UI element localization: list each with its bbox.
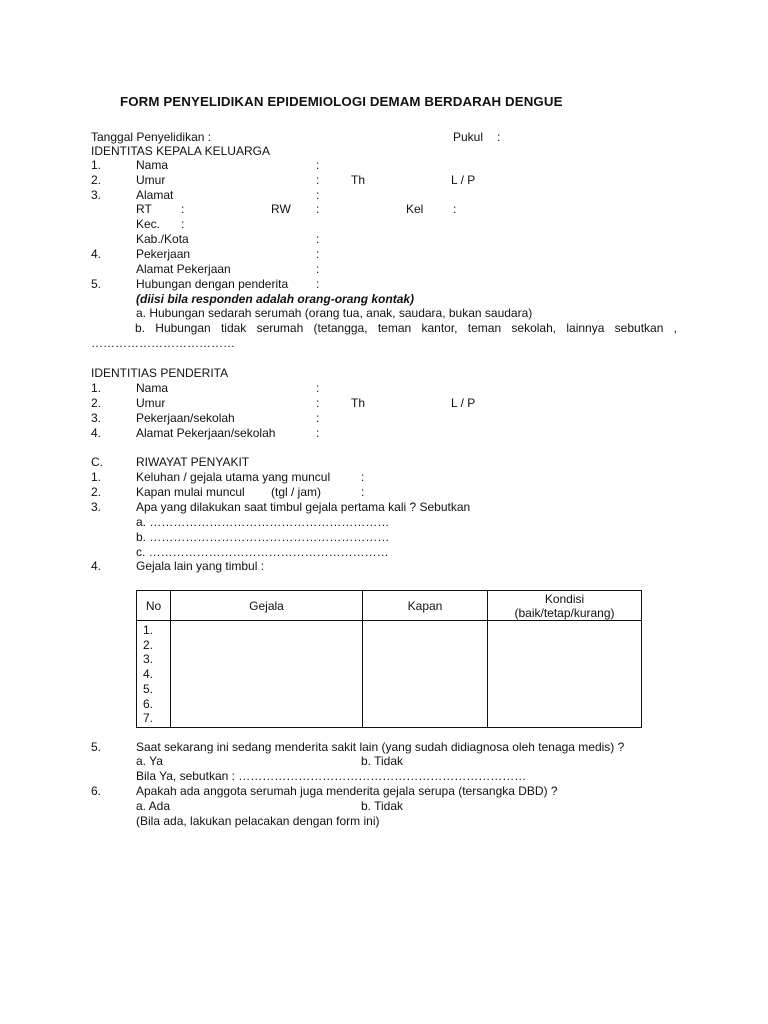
kk-option-a: a. Hubungan sedarah serumah (orang tua, anak, saudara, bukan saudara) <box>136 306 533 320</box>
kk-umur-th: Th <box>351 173 366 187</box>
kk-rt-label: RT <box>136 202 152 216</box>
col-header-kondisi <box>488 591 642 621</box>
kk-kabkota-label: Kab./Kota <box>136 232 189 246</box>
table-body-row <box>137 621 642 728</box>
q6-text: Apakah ada anggota serumah juga menderita gejala serupa (tersangka DBD) ? <box>136 784 558 798</box>
kk-alamat-label: Alamat <box>136 188 174 202</box>
kapan-cell[interactable] <box>363 621 488 728</box>
kk-hubungan-label: Hubungan dengan penderita <box>136 277 289 291</box>
p-nama-colon: : <box>316 381 320 395</box>
kk-option-b: b. Hubungan tidak serumah (tetangga, teman kantor, teman sekolah, lainnya sebutkan , <box>135 321 677 335</box>
row-number: 2. <box>143 637 154 652</box>
q6-option-ada: a. Ada <box>136 799 171 813</box>
q5-option-tidak: b. Tidak <box>361 754 404 768</box>
penderita-heading: IDENTITIAS PENDERITA <box>91 366 229 380</box>
kondisi-header-line1: Kondisi <box>544 591 585 606</box>
pukul-colon: : <box>497 130 501 144</box>
p-umur-th: Th <box>351 396 366 410</box>
kondisi-cell[interactable] <box>488 621 642 728</box>
gejala-table <box>136 590 642 728</box>
kondisi-header-line2: (baik/tetap/kurang) <box>514 605 615 620</box>
p-umur-num: 2. <box>91 396 102 410</box>
kepala-keluarga-heading: IDENTITAS KEPALA KELUARGA <box>91 144 270 158</box>
kk-alamat-num: 3. <box>91 188 102 202</box>
kk-kec-colon: : <box>181 217 185 231</box>
kk-hubungan-num: 5. <box>91 277 102 291</box>
riwayat-letter: C. <box>91 455 103 469</box>
q2-num: 2. <box>91 485 102 499</box>
p-umur-label: Umur <box>136 396 166 410</box>
kk-rt-colon: : <box>181 202 185 216</box>
kk-alamat-pekerjaan-label: Alamat Pekerjaan <box>136 262 231 276</box>
kk-option-b-dots: ……………………………… <box>91 336 235 350</box>
kk-nama-label: Nama <box>136 158 169 172</box>
p-alamat-colon: : <box>316 426 320 440</box>
q5-num: 5. <box>91 740 102 754</box>
p-nama-num: 1. <box>91 381 102 395</box>
q6-option-tidak: b. Tidak <box>361 799 404 813</box>
kk-pekerjaan-colon: : <box>316 247 320 261</box>
p-alamat-num: 4. <box>91 426 102 440</box>
kk-kel-label: Kel <box>406 202 424 216</box>
p-pekerjaan-colon: : <box>316 411 320 425</box>
tanggal-label: Tanggal Penyelidikan : <box>91 130 212 144</box>
kk-kel-colon: : <box>453 202 457 216</box>
kk-pekerjaan-label: Pekerjaan <box>136 247 191 261</box>
kk-alamat-colon: : <box>316 188 320 202</box>
kk-note: (diisi bila responden adalah orang-orang kontak) <box>136 292 415 306</box>
p-pekerjaan-num: 3. <box>91 411 102 425</box>
row-number: 4. <box>143 667 154 682</box>
col-header-gejala: Gejala <box>171 591 363 621</box>
kk-alamat-pekerjaan-colon: : <box>316 262 320 276</box>
row-number: 6. <box>143 696 154 711</box>
p-pekerjaan-label: Pekerjaan/sekolah <box>136 411 235 425</box>
p-nama-label: Nama <box>136 381 169 395</box>
q1-colon: : <box>361 470 365 484</box>
q5-text: Saat sekarang ini sedang menderita sakit lain (yang sudah didiagnosa oleh tenaga medis) ? <box>136 740 625 754</box>
q1-num: 1. <box>91 470 102 484</box>
q2-colon: : <box>361 485 365 499</box>
q3-option-b: b. …………………………………………………… <box>136 530 390 544</box>
kk-pekerjaan-num: 4. <box>91 247 102 261</box>
kk-umur-colon: : <box>316 173 320 187</box>
kk-hubungan-colon: : <box>316 277 320 291</box>
row-number: 5. <box>143 681 154 696</box>
q2-text: Kapan mulai muncul <box>136 485 245 499</box>
q6-note: (Bila ada, lakukan pelacakan dengan form ini) <box>136 814 380 828</box>
q6-num: 6. <box>91 784 102 798</box>
col-header-no: No <box>137 591 171 621</box>
riwayat-heading: RIWAYAT PENYAKIT <box>136 455 250 469</box>
kk-kec-label: Kec. <box>136 217 161 231</box>
p-alamat-label: Alamat Pekerjaan/sekolah <box>136 426 276 440</box>
q3-text: Apa yang dilakukan saat timbul gejala pertama kali ? Sebutkan <box>136 500 471 514</box>
kk-rw-colon: : <box>316 202 320 216</box>
row-number: 3. <box>143 652 154 667</box>
kk-nama-colon: : <box>316 158 320 172</box>
q2-unit: (tgl / jam) <box>271 485 322 499</box>
q5-option-ya: a. Ya <box>136 754 163 768</box>
q3-num: 3. <box>91 500 102 514</box>
kk-umur-lp: L / P <box>451 173 476 187</box>
q4-num: 4. <box>91 559 102 573</box>
q3-option-a: a. …………………………………………………… <box>136 515 390 529</box>
row-number: 7. <box>143 711 154 726</box>
kk-umur-label: Umur <box>136 173 166 187</box>
col-header-kapan: Kapan <box>363 591 488 621</box>
q4-text: Gejala lain yang timbul : <box>136 559 265 573</box>
p-umur-lp: L / P <box>451 396 476 410</box>
form-title: FORM PENYELIDIKAN EPIDEMIOLOGI DEMAM BERDARAH DENGUE <box>120 94 563 109</box>
kk-rw-label: RW <box>271 202 291 216</box>
kk-kabkota-colon: : <box>316 232 320 246</box>
q1-text: Keluhan / gejala utama yang muncul <box>136 470 331 484</box>
pukul-label: Pukul <box>453 130 484 144</box>
kk-nama-num: 1. <box>91 158 102 172</box>
q3-option-c: c. …………………………………………………… <box>136 545 389 559</box>
table-header-row <box>137 591 642 621</box>
p-umur-colon: : <box>316 396 320 410</box>
kk-umur-num: 2. <box>91 173 102 187</box>
row-numbers-cell <box>137 621 171 728</box>
gejala-cell[interactable] <box>171 621 363 728</box>
row-number: 1. <box>143 623 154 637</box>
q5-bila-ya: Bila Ya, sebutkan : ……………………………………………………………… <box>136 769 527 783</box>
